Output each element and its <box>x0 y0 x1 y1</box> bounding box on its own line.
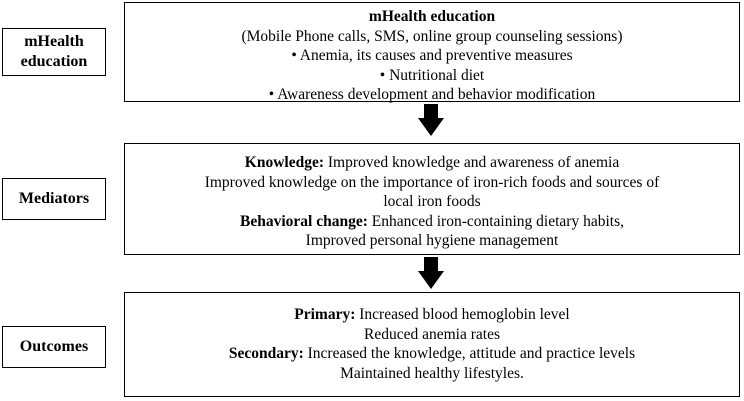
content-line: local iron foods <box>383 193 481 210</box>
label-line: education <box>20 53 88 70</box>
label-box-outcomes <box>2 326 106 368</box>
content-line: Behavioral change: Enhanced iron-containing dietary habits, <box>240 212 624 230</box>
content-line: • Anemia, its causes and preventive measures <box>291 47 573 64</box>
down-arrow-icon <box>418 104 444 136</box>
content-line: Improved knowledge on the importance of iron-rich foods and sources of <box>204 173 660 191</box>
content-box-outcomes <box>124 292 740 397</box>
content-line: (Mobile Phone calls, SMS, online group counseling sessions) <box>241 27 623 45</box>
label-line: Mediators <box>18 190 90 207</box>
content-line: • Nutritional diet <box>379 66 485 84</box>
content-line: Secondary: Increased the knowledge, attitude and practice levels <box>228 345 636 362</box>
down-arrow-icon <box>418 257 444 289</box>
content-line: Improved personal hygiene management <box>305 232 559 249</box>
content-line: Primary: Increased blood hemoglobin level <box>294 306 570 323</box>
content-box-mhealth-education <box>124 2 740 102</box>
content-box-mediators <box>124 143 740 255</box>
label-line: Outcomes <box>19 338 89 355</box>
content-line: • Awareness development and behavior modification <box>268 86 596 103</box>
label-line: mHealth <box>24 33 84 50</box>
content-line: Reduced anemia rates <box>364 325 500 343</box>
content-line: Knowledge: Improved knowledge and awareness of anemia <box>244 154 620 171</box>
label-box-mediators <box>2 178 106 220</box>
content-line: Maintained healthy lifestyles. <box>340 364 524 382</box>
content-line: mHealth education <box>368 8 496 25</box>
label-box-mhealth-education <box>2 28 106 76</box>
